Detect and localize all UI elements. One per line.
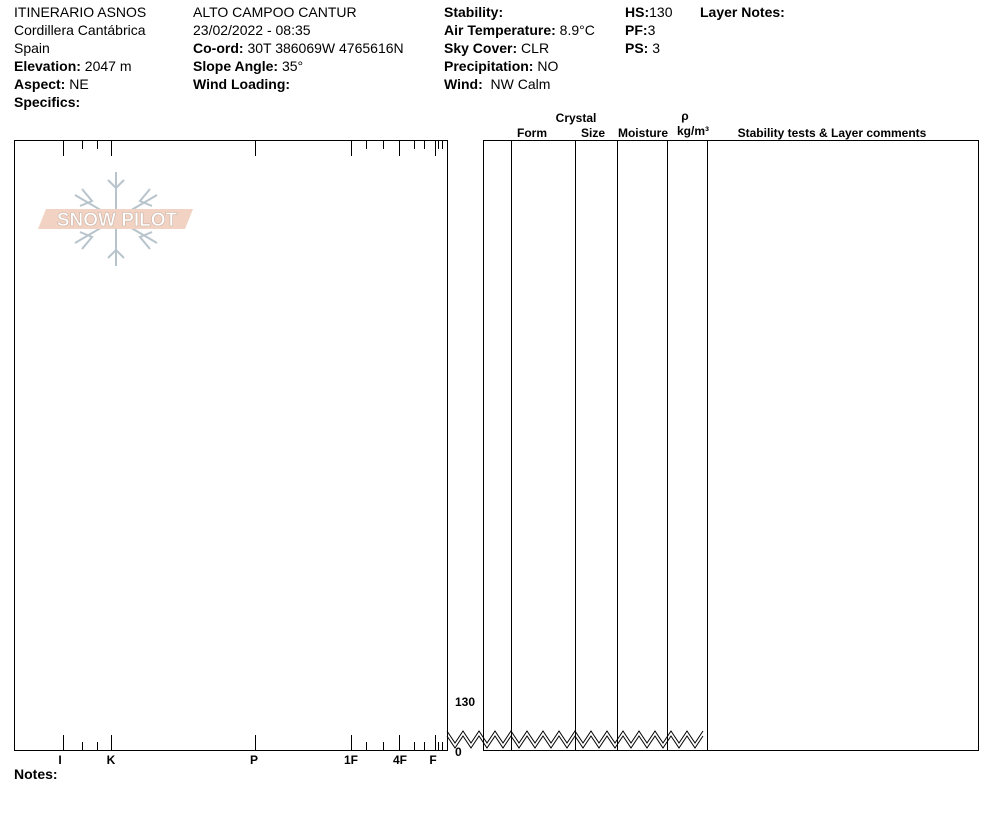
layer-table-frame (484, 141, 979, 751)
specifics-row: Specifics: (14, 94, 81, 110)
layer-notes-label: Layer Notes: (700, 4, 785, 20)
site-name: ALTO CAMPOO CANTUR (193, 4, 357, 20)
precip-value: NO (537, 58, 559, 74)
observation-datetime: 23/02/2022 - 08:35 (193, 22, 311, 38)
depth-top-label: 130 (455, 695, 476, 709)
col-header-rho: ρ (681, 109, 689, 123)
hardness-tick-label: I (58, 753, 62, 767)
coord-value: 30T 386069W 4765616N (247, 40, 404, 56)
elevation-row: Elevation: 2047 m (14, 58, 132, 74)
hardness-tick-label: K (106, 753, 116, 767)
pf-row: PF:3 (625, 22, 656, 38)
hs-row: HS:130 (625, 4, 673, 20)
mountain-range: Cordillera Cantábrica (14, 22, 146, 38)
aspect-row: Aspect: NE (14, 76, 89, 92)
slope-row: Slope Angle: 35° (193, 58, 304, 74)
col-header-crystal: Crystal (555, 111, 597, 125)
country: Spain (14, 40, 50, 56)
hs-value: 130 (649, 4, 673, 20)
elevation-value: 2047 m (84, 58, 132, 74)
col-header-size: Size (580, 126, 606, 140)
ps-value: 3 (652, 40, 661, 56)
ps-row: PS: 3 (625, 40, 661, 56)
stability-row: Stability: (444, 4, 504, 20)
hardness-graph-frame (15, 141, 448, 751)
col-header-density: kg/m³ (676, 124, 710, 138)
hardness-tick-label: 4F (392, 753, 408, 767)
wind-row: Wind: NW Calm (444, 76, 551, 92)
depth-bottom-label: 0 (455, 745, 462, 759)
notes-label: Notes: (14, 766, 58, 782)
air-temp-row: Air Temperature: 8.9°C (444, 22, 595, 38)
sky-value: CLR (521, 40, 550, 56)
col-header-moisture: Moisture (617, 126, 669, 140)
air-temp-value: 8.9°C (559, 22, 595, 38)
coord-row: Co-ord: 30T 386069W 4765616N (193, 40, 404, 56)
snow-pilot-logo (38, 209, 193, 231)
logo-text: SNOW PILOT (56, 210, 178, 231)
location-name: ITINERARIO ASNOS (14, 4, 147, 20)
col-header-stability: Stability tests & Layer comments (737, 126, 927, 140)
wind-value: NW Calm (490, 76, 551, 92)
pf-value: 3 (647, 22, 656, 38)
hardness-tick-label: 1F (343, 753, 359, 767)
wind-loading-row: Wind Loading: (193, 76, 291, 92)
slope-value: 35° (281, 58, 304, 74)
sky-row: Sky Cover: CLR (444, 40, 550, 56)
col-header-form: Form (517, 126, 547, 140)
hardness-tick-label: P (249, 753, 259, 767)
precip-row: Precipitation: NO (444, 58, 559, 74)
aspect-value: NE (69, 76, 89, 92)
hardness-tick-label: F (429, 753, 437, 767)
